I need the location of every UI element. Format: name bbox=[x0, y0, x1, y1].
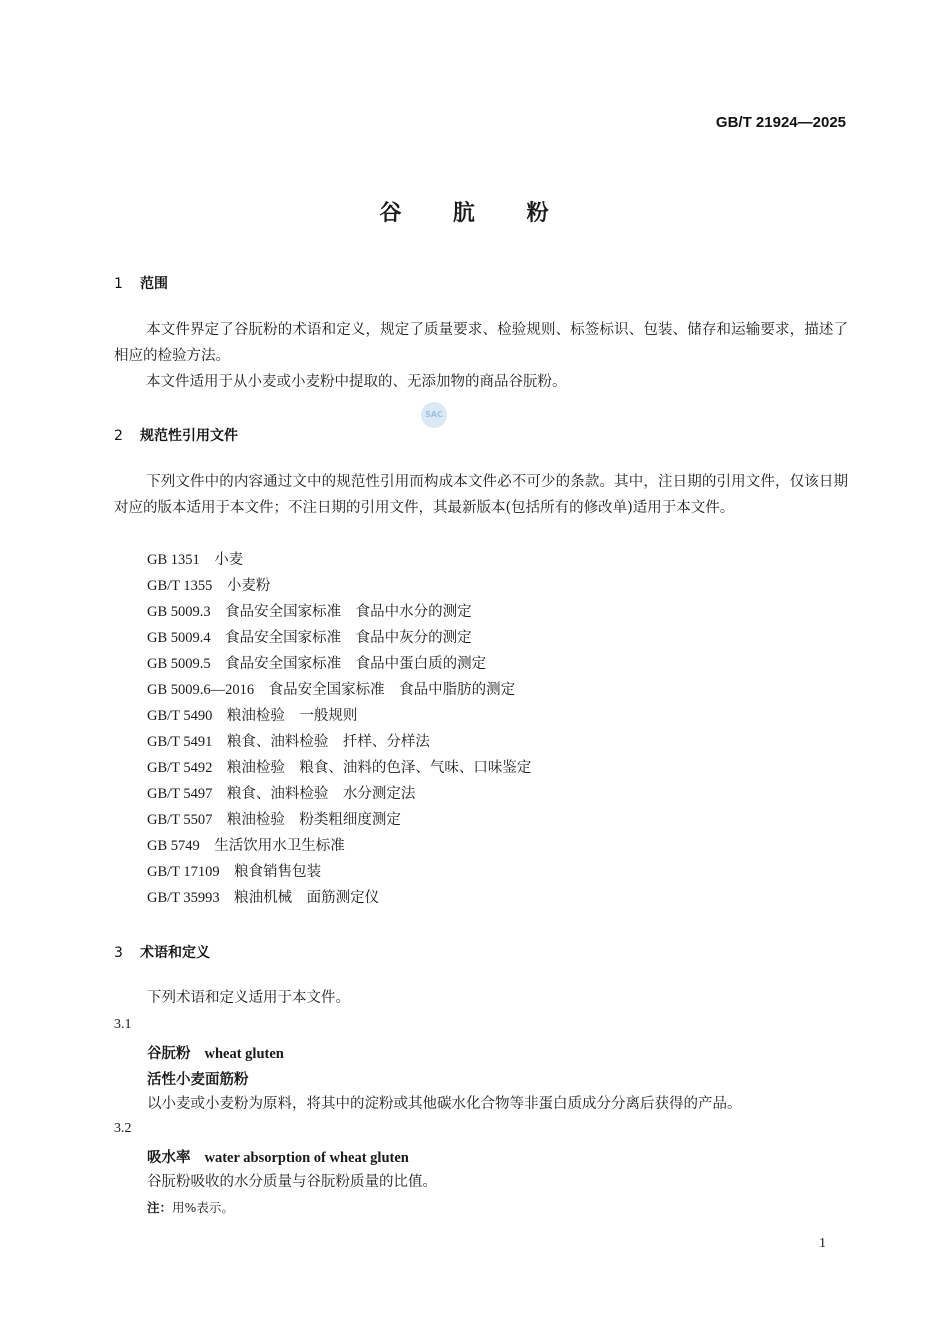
reference-code: GB/T 1355 bbox=[147, 578, 213, 594]
reference-item bbox=[147, 833, 345, 859]
paragraph-text: 本文件界定了谷朊粉的术语和定义，规定了质量要求、检验规则、标签标识、包装、储存和运输要求，描述了相应的检验方法。 bbox=[114, 322, 848, 364]
reference-code: GB/T 5507 bbox=[147, 812, 213, 828]
reference-item bbox=[147, 677, 515, 703]
reference-code: GB/T 5497 bbox=[147, 786, 213, 802]
term-number: 3.1 bbox=[114, 1017, 132, 1032]
section-title: 术语和定义 bbox=[140, 945, 210, 961]
term-zh: 谷朊粉 bbox=[147, 1046, 191, 1062]
section-number: 3 bbox=[114, 945, 123, 961]
reference-item bbox=[147, 625, 472, 651]
reference-item bbox=[147, 859, 321, 885]
reference-title: 粮油机械 面筋测定仪 bbox=[234, 890, 380, 906]
note-text: 用%表示。 bbox=[172, 1200, 234, 1215]
reference-item bbox=[147, 703, 357, 729]
term-zh: 吸水率 bbox=[147, 1150, 191, 1166]
reference-title: 粮食、油料检验 扦样、分样法 bbox=[226, 734, 430, 750]
reference-code: GB/T 35993 bbox=[147, 890, 220, 906]
reference-item bbox=[147, 729, 430, 755]
sac-watermark-logo: SAC bbox=[421, 402, 447, 428]
reference-code: GB/T 5490 bbox=[147, 708, 213, 724]
reference-code: GB 5009.3 bbox=[147, 604, 211, 620]
reference-code: GB 1351 bbox=[147, 552, 200, 568]
reference-item bbox=[147, 651, 486, 677]
term-synonym: 活性小麦面筋粉 bbox=[147, 1072, 249, 1088]
reference-item bbox=[147, 599, 472, 625]
reference-code: GB/T 5492 bbox=[147, 760, 213, 776]
terms-intro: 下列术语和定义适用于本文件。 bbox=[147, 990, 350, 1006]
reference-code: GB/T 5491 bbox=[147, 734, 213, 750]
reference-title: 小麦粉 bbox=[226, 578, 271, 594]
reference-item bbox=[147, 781, 415, 807]
reference-title: 食品安全国家标准 食品中脂肪的测定 bbox=[268, 682, 516, 698]
scope-paragraph-1 bbox=[114, 317, 848, 369]
reference-item bbox=[147, 807, 401, 833]
paragraph-text: 本文件适用于从小麦或小麦粉中提取的、无添加物的商品谷朊粉。 bbox=[146, 374, 567, 390]
reference-title: 食品安全国家标准 食品中蛋白质的测定 bbox=[225, 656, 487, 672]
section-number: 2 bbox=[114, 428, 123, 444]
reference-title: 粮油检验 粮食、油料的色泽、气味、口味鉴定 bbox=[226, 760, 532, 776]
document-title: 谷 肮 粉 bbox=[379, 201, 571, 226]
reference-title: 食品安全国家标准 食品中水分的测定 bbox=[225, 604, 472, 620]
reference-title: 小麦 bbox=[214, 552, 244, 568]
section-heading-normative-references bbox=[114, 425, 238, 445]
reference-title: 粮油检验 一般规则 bbox=[226, 708, 358, 724]
reference-code: GB 5749 bbox=[147, 838, 200, 854]
term-definition: 以小麦或小麦粉为原料，将其中的淀粉或其他碳水化合物等非蛋白质成分分离后获得的产品。 bbox=[147, 1096, 742, 1112]
reference-title: 粮食、油料检验 水分测定法 bbox=[226, 786, 416, 802]
reference-item bbox=[147, 885, 379, 911]
document-code: GB/T 21924—2025 bbox=[715, 114, 846, 131]
reference-item bbox=[147, 755, 531, 781]
note-label: 注： bbox=[147, 1200, 173, 1215]
section-heading-terms bbox=[114, 942, 210, 962]
section-title: 规范性引用文件 bbox=[140, 428, 238, 444]
term-heading bbox=[147, 1042, 284, 1063]
reference-code: GB 5009.6—2016 bbox=[147, 682, 255, 698]
term-en: water absorption of wheat gluten bbox=[204, 1150, 409, 1166]
reference-title: 食品安全国家标准 食品中灰分的测定 bbox=[225, 630, 472, 646]
reference-code: GB 5009.4 bbox=[147, 630, 211, 646]
references-intro bbox=[114, 469, 848, 521]
reference-title: 粮油检验 粉类粗细度测定 bbox=[226, 812, 401, 828]
term-en: wheat gluten bbox=[204, 1046, 284, 1062]
paragraph-text: 下列文件中的内容通过文中的规范性引用而构成本文件必不可少的条款。其中，注日期的引用文件，仅该日期对应的版本适用于本文件；不注日期的引用文件，其最新版本(包括所有的修改单)适用于本文件。 bbox=[114, 474, 848, 516]
reference-code: GB 5009.5 bbox=[147, 656, 211, 672]
term-number: 3.2 bbox=[114, 1121, 132, 1136]
page-number: 1 bbox=[819, 1236, 826, 1251]
section-number: 1 bbox=[114, 276, 123, 292]
reference-item bbox=[147, 573, 270, 599]
section-heading-scope bbox=[114, 273, 168, 293]
reference-code: GB/T 17109 bbox=[147, 864, 220, 880]
scope-paragraph-2 bbox=[114, 369, 848, 395]
term-note bbox=[147, 1198, 234, 1216]
reference-item bbox=[147, 547, 243, 573]
term-definition: 谷朊粉吸收的水分质量与谷朊粉质量的比值。 bbox=[147, 1174, 437, 1190]
section-title: 范围 bbox=[140, 276, 168, 292]
reference-title: 粮食销售包装 bbox=[234, 864, 322, 880]
term-heading bbox=[147, 1146, 409, 1167]
reference-title: 生活饮用水卫生标准 bbox=[214, 838, 345, 854]
